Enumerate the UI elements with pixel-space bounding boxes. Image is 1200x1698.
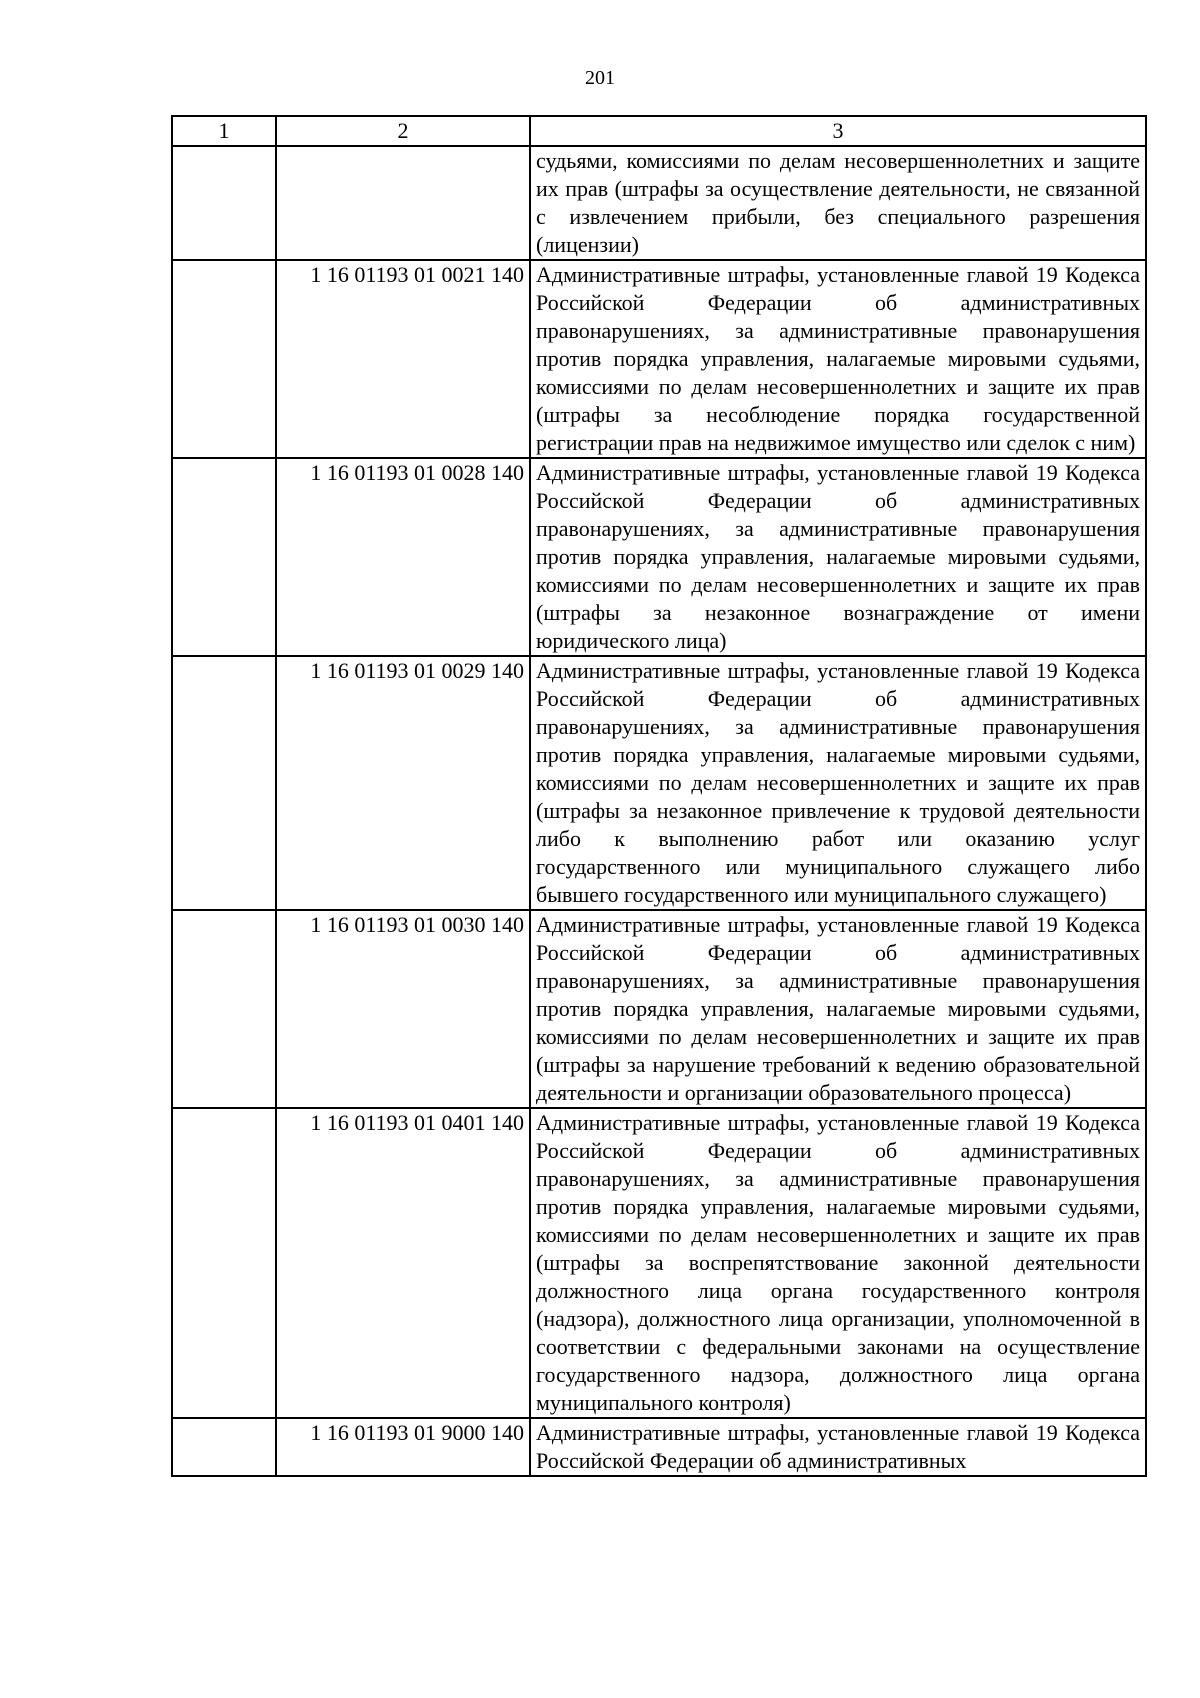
budget-code-cell: 1 16 01193 01 0028 140 [276, 458, 530, 656]
description-cell: Административные штрафы, установленные главой 19 Кодекса Российской Федерации об административных [530, 1418, 1146, 1476]
table-row [172, 458, 1146, 656]
budget-code-cell: 1 16 01193 01 9000 140 [276, 1418, 530, 1476]
row-col1-cell [172, 656, 276, 910]
column-header-1: 1 [172, 116, 276, 146]
table-row [172, 1418, 1146, 1476]
description-cell: Административные штрафы, установленные главой 19 Кодекса Российской Федерации об административных правонарушениях, за административные правонарушения против порядка управления, налагаемые мировыми судьями, комиссиями по делам несовершеннолетних и защите их прав (штрафы за незаконное привлечение к трудовой деятельности либо к выполнению работ или оказанию услуг государственного или муниципального служащего либо бывшего государственного или муниципального служащего) [530, 656, 1146, 910]
row-col1-cell [172, 1108, 276, 1418]
budget-code-cell [276, 146, 530, 260]
table-row [172, 910, 1146, 1108]
table-header-row [172, 116, 1146, 146]
table-row [172, 656, 1146, 910]
row-col1-cell [172, 260, 276, 458]
budget-codes-table [171, 115, 1147, 1477]
page-number: 201 [585, 67, 615, 89]
budget-code-cell: 1 16 01193 01 0401 140 [276, 1108, 530, 1418]
row-col1-cell [172, 1418, 276, 1476]
row-col1-cell [172, 458, 276, 656]
description-cell: Административные штрафы, установленные главой 19 Кодекса Российской Федерации об административных правонарушениях, за административные правонарушения против порядка управления, налагаемые мировыми судьями, комиссиями по делам несовершеннолетних и защите их прав (штрафы за воспрепятствование законной деятельности должностного лица органа государственного контроля (надзора), должностного лица организации, уполномоченной в соответствии с федеральными законами на осуществление государственного надзора, должностного лица органа муниципального контроля) [530, 1108, 1146, 1418]
table-row [172, 260, 1146, 458]
description-cell: Административные штрафы, установленные главой 19 Кодекса Российской Федерации об административных правонарушениях, за административные правонарушения против порядка управления, налагаемые мировыми судьями, комиссиями по делам несовершеннолетних и защите их прав (штрафы за незаконное вознаграждение от имени юридического лица) [530, 458, 1146, 656]
budget-code-cell: 1 16 01193 01 0030 140 [276, 910, 530, 1108]
column-header-3: 3 [530, 116, 1146, 146]
budget-code-cell: 1 16 01193 01 0029 140 [276, 656, 530, 910]
row-col1-cell [172, 146, 276, 260]
table-row [172, 1108, 1146, 1418]
column-header-2: 2 [276, 116, 530, 146]
budget-code-cell: 1 16 01193 01 0021 140 [276, 260, 530, 458]
row-col1-cell [172, 910, 276, 1108]
description-cell: судьями, комиссиями по делам несовершеннолетних и защите их прав (штрафы за осуществление деятельности, не связанной с извлечением прибыли, без специального разрешения (лицензии) [530, 146, 1146, 260]
table-row [172, 146, 1146, 260]
description-cell: Административные штрафы, установленные главой 19 Кодекса Российской Федерации об административных правонарушениях, за административные правонарушения против порядка управления, налагаемые мировыми судьями, комиссиями по делам несовершеннолетних и защите их прав (штрафы за несоблюдение порядка государственной регистрации прав на недвижимое имущество или сделок с ним) [530, 260, 1146, 458]
description-cell: Административные штрафы, установленные главой 19 Кодекса Российской Федерации об административных правонарушениях, за административные правонарушения против порядка управления, налагаемые мировыми судьями, комиссиями по делам несовершеннолетних и защите их прав (штрафы за нарушение требований к ведению образовательной деятельности и организации образовательного процесса) [530, 910, 1146, 1108]
